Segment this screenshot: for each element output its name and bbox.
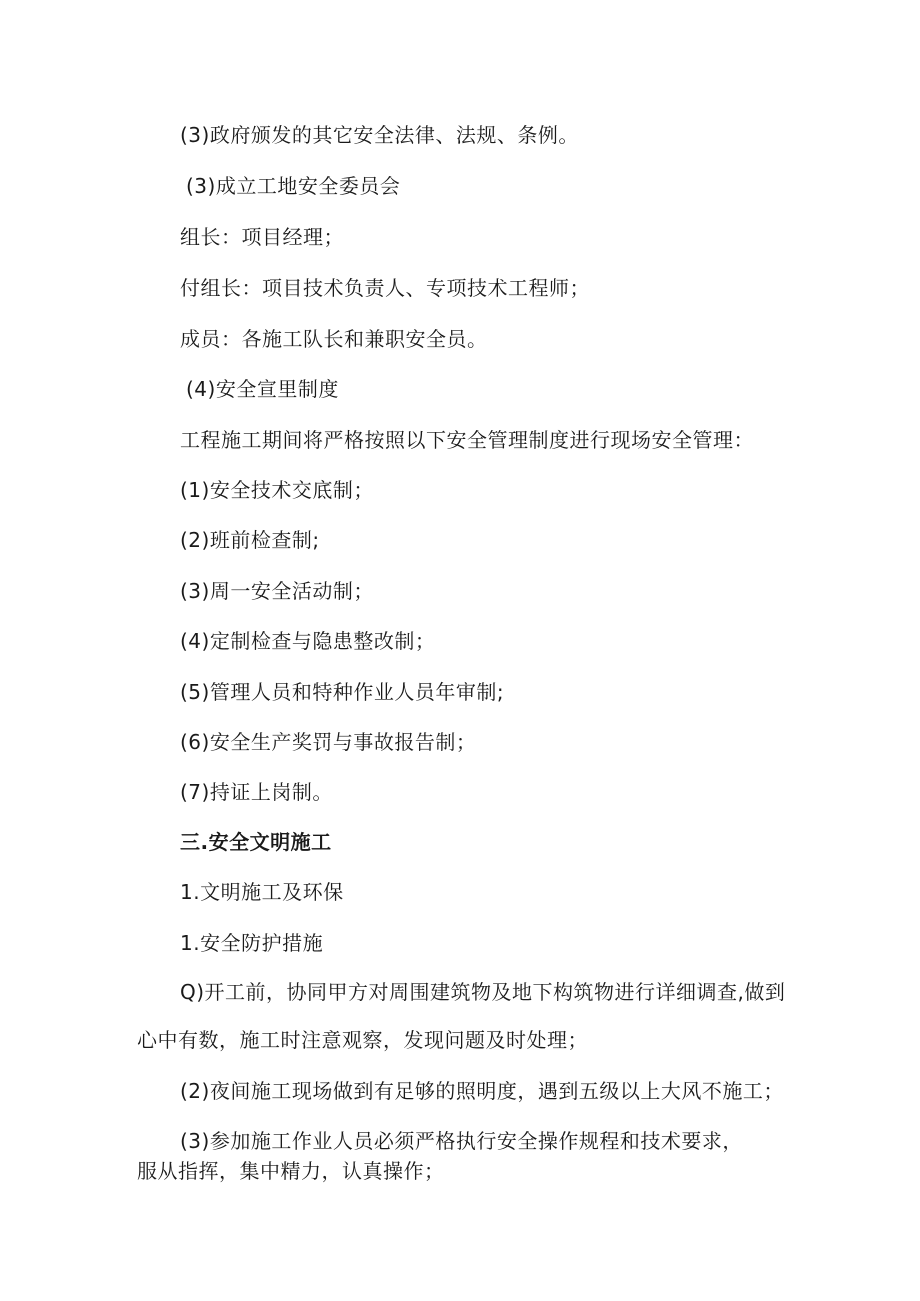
committee-leader: 组长：项目经理； bbox=[180, 225, 344, 249]
safety-system-item-6: (6)安全生产奖罚与事故报告制； bbox=[180, 730, 477, 754]
protection-item-1-line-1: Q)开工前，协同甲方对周围建筑物及地下构筑物进行详细调查,做到 bbox=[180, 980, 786, 1004]
protection-item-3-line-2: 服从指挥，集中精力，认真操作； bbox=[137, 1159, 445, 1183]
committee-deputy-leader: 付组长：项目技术负责人、专项技术工程师； bbox=[180, 276, 590, 300]
protection-item-2: (2)夜间施工现场做到有足够的照明度，遇到五级以上大风不施工； bbox=[180, 1079, 784, 1103]
safety-system-item-3: (3)周一安全活动制； bbox=[180, 579, 374, 603]
chapter-heading-civilized-construction: 三.安全文明施工 bbox=[180, 830, 332, 854]
safety-system-item-4: (4)定制检查与隐患整改制； bbox=[180, 629, 436, 653]
safety-system-intro: 工程施工期间将严格按照以下安全管理制度进行现场安全管理： bbox=[180, 428, 754, 452]
protection-item-3-line-1: (3)参加施工作业人员必须严格执行安全操作规程和技术要求， bbox=[180, 1129, 743, 1153]
safety-system-item-5: (5)管理人员和特种作业人员年审制; bbox=[180, 680, 505, 704]
subsection-heading-protection: 1.安全防护措施 bbox=[180, 931, 324, 955]
section-heading-safety-system: (4)安全宣里制度 bbox=[186, 377, 339, 401]
safety-system-item-7: (7)持证上岗制。 bbox=[180, 780, 333, 804]
protection-item-1-line-2: 心中有数，施工时注意观察，发现问题及时处理； bbox=[137, 1028, 588, 1052]
section-heading-safety-committee: (3)成立工地安全委员会 bbox=[186, 174, 401, 198]
subsection-heading-environment: 1.文明施工及环保 bbox=[180, 880, 344, 904]
regulation-item-3: (3)政府颁发的其它安全法律、法规、条例。 bbox=[180, 123, 579, 147]
committee-members: 成员：各施工队长和兼职安全员。 bbox=[180, 327, 488, 351]
safety-system-item-2: (2)班前检查制; bbox=[180, 528, 320, 552]
safety-system-item-1: (1)安全技术交底制； bbox=[180, 478, 374, 502]
